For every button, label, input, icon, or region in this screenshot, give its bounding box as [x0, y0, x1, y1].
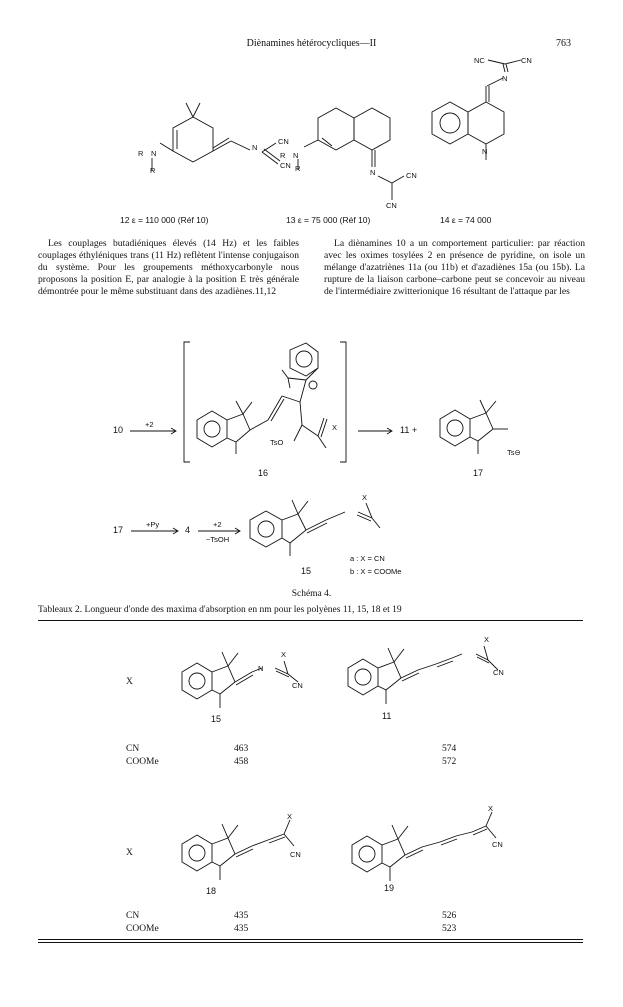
- compound-19-table: 19: [384, 883, 395, 893]
- product-11-label: 11 +: [400, 425, 418, 435]
- label-n-13b: N: [370, 168, 376, 177]
- label-cn-14: CN: [521, 56, 532, 65]
- caption-14: 14 ε = 74 000: [440, 215, 492, 225]
- table-row-4-x: COOMe: [126, 924, 159, 934]
- table-x-header-1: X: [126, 677, 133, 687]
- compound-10-label: 10: [113, 425, 124, 435]
- caption-12: 12 ε = 110 000 (Réf 10): [120, 215, 209, 225]
- t15-n-label: N: [258, 664, 264, 673]
- variant-b-label: b : X = COOMe: [350, 567, 402, 576]
- arrow2-label: +Py: [146, 520, 160, 529]
- table-row-1-x: CN: [126, 744, 140, 754]
- table-row-2-v1: 458: [234, 757, 249, 767]
- arrow1-label: +2: [145, 420, 154, 429]
- compound-4-label: 4: [185, 525, 191, 535]
- tso-label: TsO: [270, 438, 284, 447]
- t15-cn-label: CN: [292, 681, 303, 690]
- arrow3-sub-label: −TsOH: [206, 535, 230, 544]
- table-bottom-rule-2: [38, 942, 583, 943]
- table-row-1-v2: 574: [442, 744, 457, 754]
- label-n-12b: N: [252, 143, 258, 152]
- t18-cn-label: CN: [290, 850, 301, 859]
- x-label-16: X: [332, 423, 338, 432]
- compound-17-label: 17: [473, 468, 484, 478]
- t18-x-label: X: [287, 812, 293, 821]
- body-right-text: La diènamines 10 a un comportement particulier: par réaction avec les oximes tosylées 2 en présence de pyridine, on isole un mélange d'azatriènes 11a (ou 11b) et d'azadiènes 15a (ou 15b). La rupture de la liaison carbone–carbone peut se concevoir au niveau de l'intermédiaire zwitterionique 16 résultant de l'attaque par les: [324, 238, 585, 298]
- table-row-3-v1: 435: [234, 911, 249, 921]
- t19-cn-label: CN: [492, 840, 503, 849]
- label-cn-12b: CN: [280, 161, 291, 170]
- t11-x-label: X: [484, 635, 490, 644]
- t15-x-label: X: [281, 650, 287, 659]
- table-row-1-v1: 463: [234, 744, 249, 754]
- running-title: Diènamines hétérocycliques—II: [246, 38, 377, 49]
- label-r-13a: R: [280, 151, 286, 160]
- label-n-12: N: [151, 149, 157, 158]
- scheme-title: Schéma 4.: [291, 589, 332, 599]
- table-row-4-v1: 435: [234, 924, 249, 934]
- compound-15-table: 15: [211, 714, 222, 724]
- label-n-14a: N: [502, 74, 508, 83]
- compound-15-label: 15: [301, 566, 312, 576]
- t19-x-label: X: [488, 804, 494, 813]
- label-r-13b: R: [295, 164, 301, 173]
- label-r-12b: R: [150, 166, 156, 175]
- label-cn-13b: CN: [386, 201, 397, 210]
- label-cn-13a: CN: [406, 171, 417, 180]
- label-n-14b: N: [482, 147, 488, 156]
- table-caption: Tableaux 2. Longueur d'onde des maxima d'absorption en nm pour les polyènes 11, 15, 18 et 19: [38, 605, 402, 615]
- caption-13: 13 ε = 75 000 (Réf 10): [286, 215, 371, 225]
- table-x-header-2: X: [126, 848, 133, 858]
- table-row-3-x: CN: [126, 911, 140, 921]
- label-cn-12a: CN: [278, 137, 289, 146]
- ts-anion-label: Ts⊖: [507, 448, 521, 457]
- compound-18-table: 18: [206, 886, 217, 896]
- table-row-3-v2: 526: [442, 911, 457, 921]
- compound-16-label: 16: [258, 468, 269, 478]
- body-left-text: Les couplages butadiéniques élevés (14 Hz) et les faibles couplages éthyléniques trans (11 Hz) reflètent l'intense conjugaison du système. Pour les groupements méthoxycarbonyle nous proposons la position E, par analogie à la position E très générale démontrée pour le même substituant dans des azadiènes.11,12: [38, 238, 299, 298]
- table-row-2-v2: 572: [442, 757, 457, 767]
- table-row-2-x: COOMe: [126, 757, 159, 767]
- variant-a-label: a : X = CN: [350, 554, 385, 563]
- table-row-4-v2: 523: [442, 924, 457, 934]
- page-number: 763: [556, 38, 571, 49]
- row2-start-label: 17: [113, 525, 124, 535]
- arrow3-label: +2: [213, 520, 222, 529]
- x-label-15: X: [362, 493, 368, 502]
- label-nc-14: NC: [474, 56, 485, 65]
- label-r-12a: R: [138, 149, 144, 158]
- label-n-13: N: [293, 151, 299, 160]
- compound-11-table: 11: [382, 711, 392, 721]
- table-bottom-rule-1: [38, 939, 583, 940]
- t11-cn-label: CN: [493, 668, 504, 677]
